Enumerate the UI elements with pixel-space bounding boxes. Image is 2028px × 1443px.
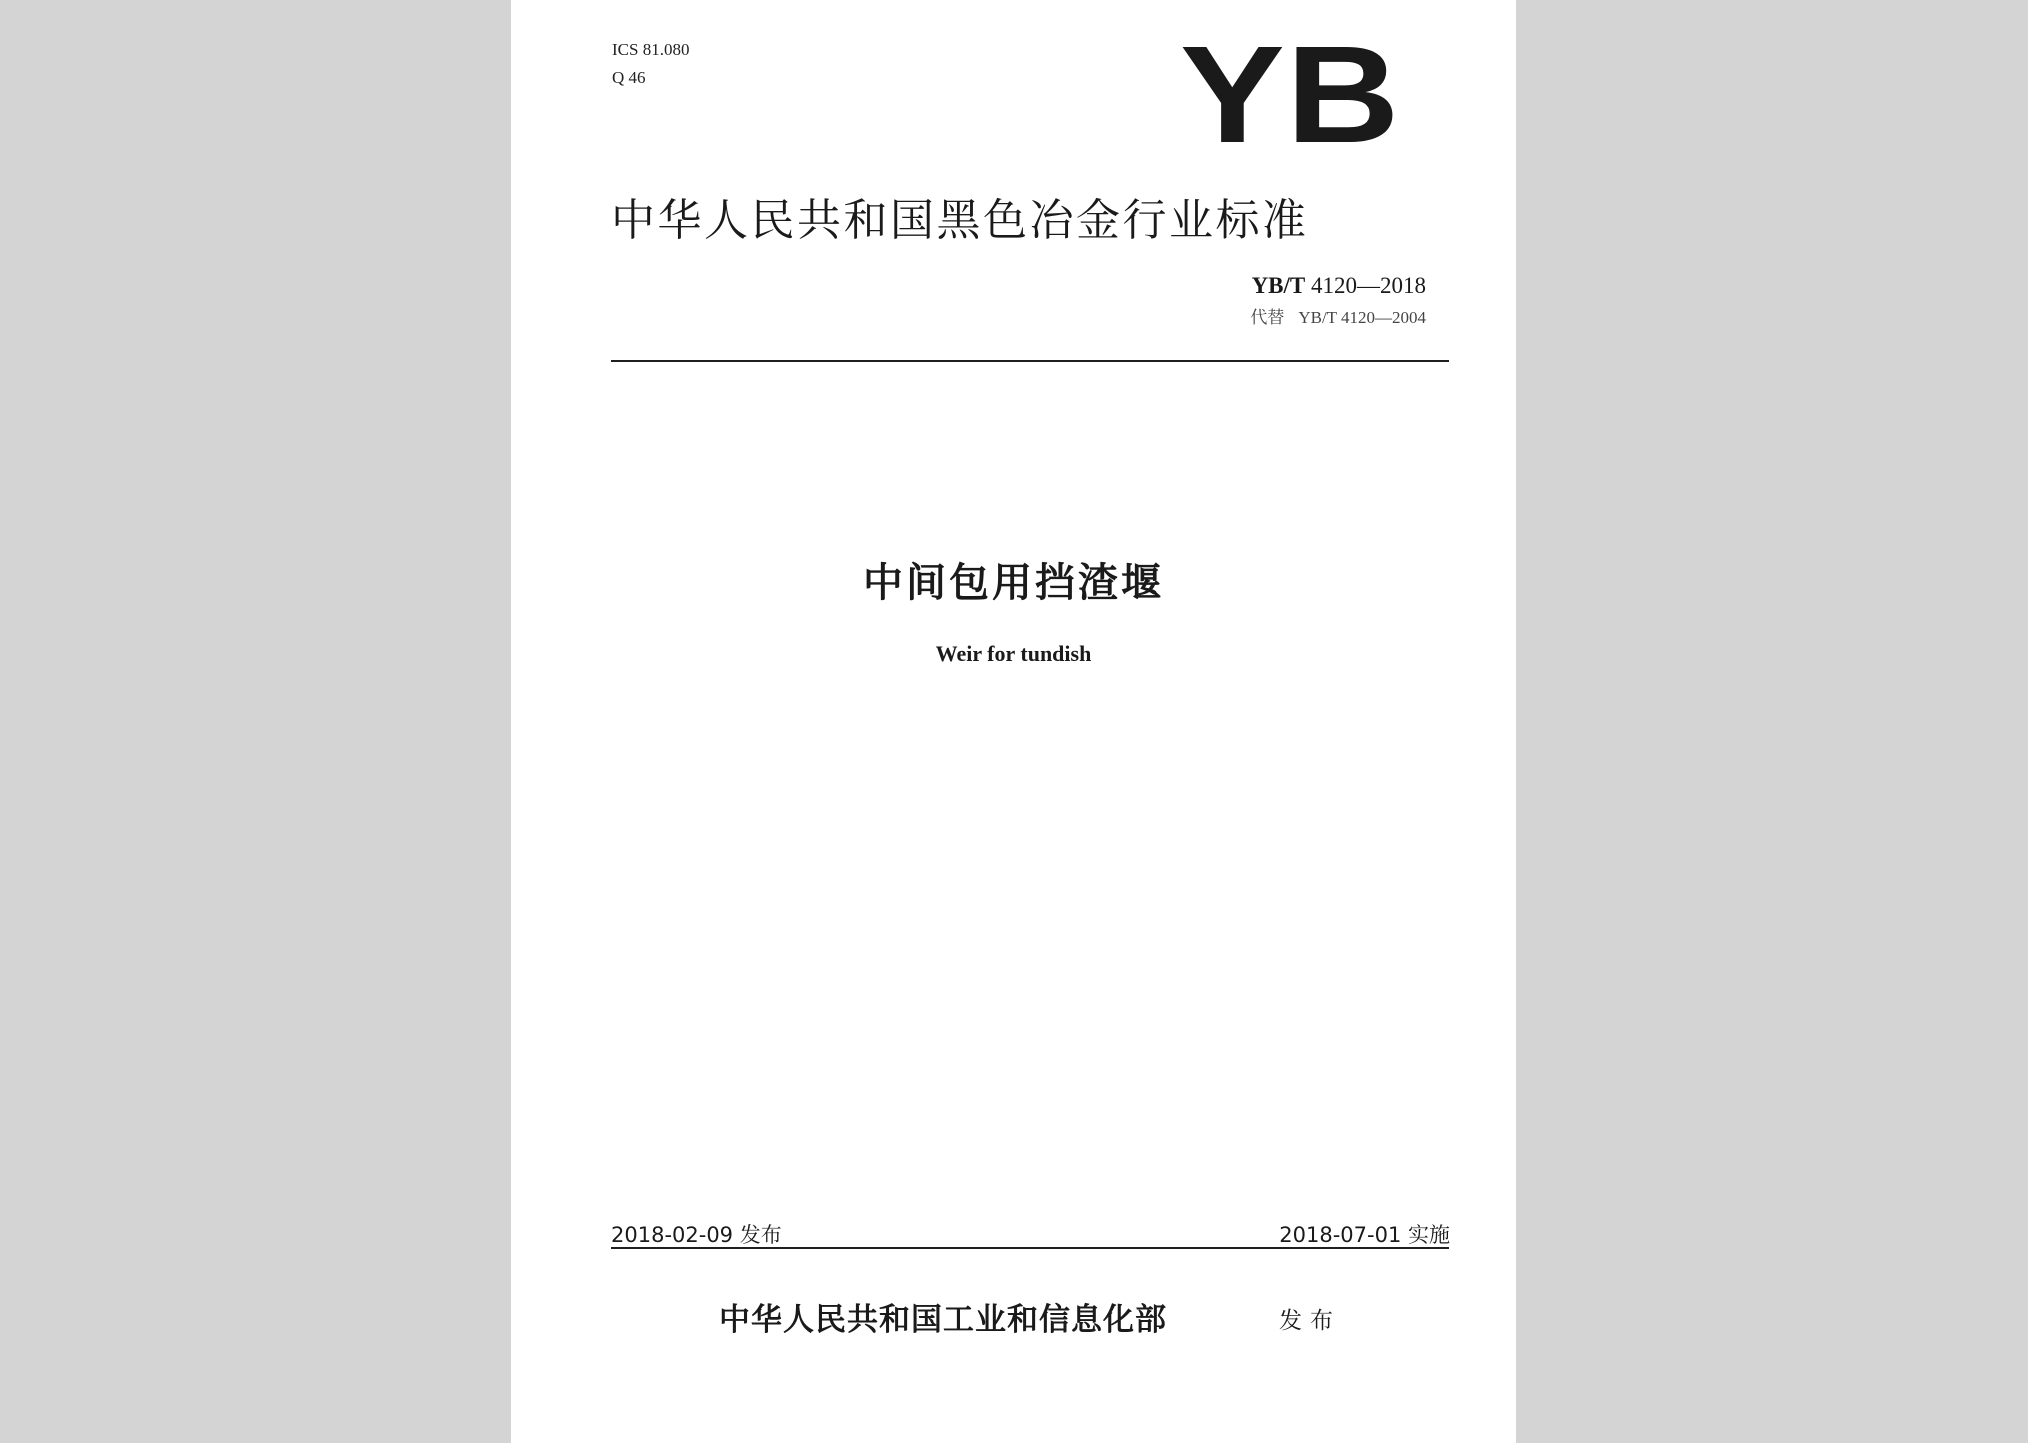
replaces-line bbox=[1250, 303, 1426, 328]
publish-label: 发布 bbox=[1279, 1308, 1341, 1334]
document-title-en: Weir for tundish bbox=[935, 641, 1092, 666]
standard-code bbox=[1252, 273, 1426, 299]
standard-code-prefix: YB/T bbox=[1251, 273, 1306, 298]
yb-logo: YB bbox=[1180, 18, 1401, 172]
ccs-code: Q 46 bbox=[612, 68, 646, 87]
issue-date: 2018-02-09 发布 bbox=[611, 1223, 782, 1247]
document-title-cn: 中间包用挡渣堰 bbox=[863, 560, 1164, 606]
document-page bbox=[511, 0, 1516, 1443]
replaces-code: YB/T 4120—2004 bbox=[1298, 308, 1426, 327]
replaces-label: 代替 bbox=[1250, 308, 1285, 327]
ics-code: ICS 81.080 bbox=[612, 40, 690, 59]
header-divider bbox=[611, 360, 1449, 362]
standard-code-number: 4120—2018 bbox=[1311, 273, 1426, 298]
implementation-date: 2018-07-01 实施 bbox=[1279, 1223, 1450, 1247]
footer-divider bbox=[611, 1247, 1449, 1249]
standard-category-title: 中华人民共和国黑色冶金行业标准 bbox=[611, 195, 1309, 246]
publisher-name: 中华人民共和国工业和信息化部 bbox=[719, 1302, 1167, 1338]
